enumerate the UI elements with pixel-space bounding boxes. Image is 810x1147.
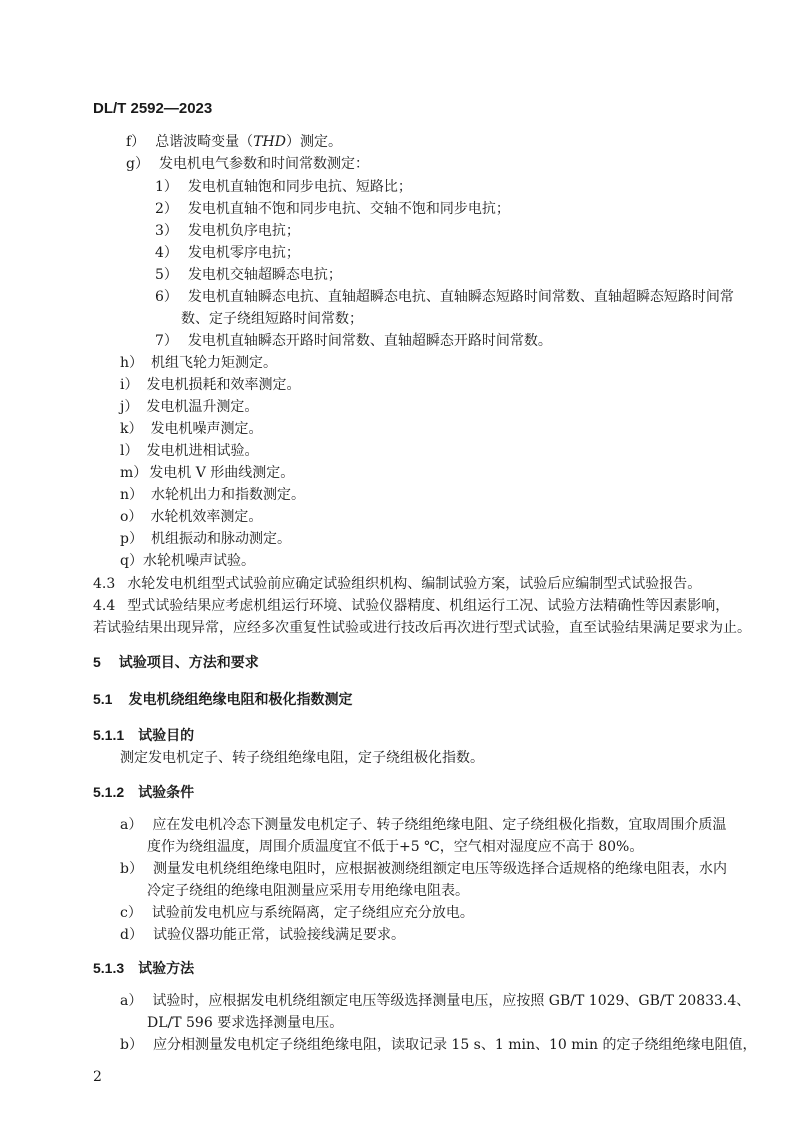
section-number: 5.1.2 [93,784,125,800]
section-title: 试验条件 [138,784,195,800]
cond-item-b [120,859,727,879]
list-marker: b） [120,1037,143,1053]
sub-item-5 [155,265,342,285]
sub-text: 发电机直轴饱和同步电抗、短路比； [187,179,412,195]
section-number: 5.1 [93,691,113,707]
sub-text: 发电机负序电抗； [187,223,300,239]
list-item-h [120,353,277,373]
list-text: 应分相测量发电机定子绕组绝缘电阻，读取记录 15 s、1 min、10 min 的定子绕组绝缘电阻值， [152,1037,757,1053]
list-marker: b） [120,861,143,877]
list-marker: p） [120,531,143,547]
cond-item-b-cont: 冷定子绕组的绝缘电阻测量应采用专用绝缘电阻表。 [147,883,469,899]
list-item-j [120,397,258,417]
clause-text: 水轮发电机组型式试验前应确定试验组织机构、编制试验方案，试验后应编制型式试验报告。 [127,576,702,592]
sub-text: 发电机零序电抗； [187,245,300,261]
list-item-m [120,463,294,483]
list-item-f [126,132,342,152]
clause-text: 型式试验结果应考虑机组运行环境、试验仪器精度、机组运行工况、试验方法精确性等因素影响， [127,598,730,614]
sub-text: 发电机直轴瞬态开路时间常数、直轴超瞬态开路时间常数。 [187,333,552,349]
list-marker: a） [120,817,143,833]
section-5-1-2-heading [93,782,194,802]
section-title: 试验方法 [138,960,195,976]
list-text: 机组飞轮力矩测定。 [151,355,278,371]
list-text: 试验前发电机应与系统隔离，定子绕组应充分放电。 [151,905,474,921]
cond-item-a-cont: 度作为绕组温度，周围介质温度宜不低于+5 ℃，空气相对湿度应不高于 80%。 [147,839,644,855]
list-marker: g） [126,156,149,172]
sub-item-2 [155,199,510,219]
section-5-1-1-body: 测定发电机定子、转子绕组绝缘电阻，定子绕组极化指数。 [120,750,484,766]
list-item-q [120,551,255,571]
sub-marker: 7） [155,333,178,349]
clause-4-4 [93,596,729,616]
list-marker: d） [120,927,143,943]
sub-marker: 2） [155,201,178,217]
method-item-a-cont: DL/T 596 要求选择测量电压。 [147,1015,344,1031]
list-text: 水轮机出力和指数测定。 [151,487,306,503]
list-text: 发电机 V 形曲线测定。 [149,465,295,481]
list-marker: f） [126,134,146,150]
list-text: 水轮机效率测定。 [150,509,263,525]
list-text: 机组振动和脉动测定。 [150,531,291,547]
list-marker: c） [120,905,142,921]
sub-marker: 3） [155,223,178,239]
list-item-i [120,375,300,395]
list-text: 发电机进相试验。 [146,443,259,459]
list-text-end: ）测定。 [285,134,342,150]
sub-marker: 4） [155,245,178,261]
list-text: 水轮机噪声试验。 [142,553,255,569]
list-marker: o） [120,509,143,525]
list-item-g [126,154,369,174]
section-5-1-heading [93,689,352,709]
section-number: 5.1.3 [93,960,125,976]
list-text: 发电机噪声测定。 [150,421,263,437]
method-item-a [120,991,750,1011]
section-5-1-3-heading [93,958,194,978]
list-text: 应在发电机冷态下测量发电机定子、转子绕组绝缘电阻、定子绕组极化指数，宜取周围介质温 [152,817,727,833]
list-marker: a） [120,993,143,1009]
sub-text: 发电机直轴瞬态电抗、直轴超瞬态电抗、直轴瞬态短路时间常数、直轴超瞬态短路时间常 [187,289,734,305]
list-item-p [120,529,291,549]
section-title: 发电机绕组绝缘电阻和极化指数测定 [128,691,353,707]
sub-item-1 [155,177,412,197]
section-number: 5 [93,654,101,670]
list-marker: h） [120,355,144,371]
list-text: 发电机损耗和效率测定。 [146,377,301,393]
clause-4-3 [93,574,701,594]
list-text: 发电机温升测定。 [146,399,259,415]
sub-item-6 [155,287,734,307]
list-item-o [120,507,262,527]
sub-text: 发电机交轴超瞬态电抗； [187,267,342,283]
list-text: 发电机电气参数和时间常数测定： [158,156,369,172]
clause-number: 4.3 [93,576,116,592]
list-marker: k） [120,421,143,437]
section-title: 试验目的 [138,727,195,743]
section-title: 试验项目、方法和要求 [118,654,259,670]
sub-item-7 [155,331,552,351]
list-item-n [120,485,305,505]
method-item-b [120,1035,756,1055]
list-marker: m） [120,465,148,481]
sub-marker: 1） [155,179,178,195]
clause-number: 4.4 [93,598,116,614]
list-text: 测量发电机绕组绝缘电阻时，应根据被测绕组额定电压等级选择合适规格的绝缘电阻表，水内 [152,861,727,877]
list-marker: q） [120,553,143,569]
sub-item-6-cont: 数、定子绕组短路时间常数； [181,311,363,327]
list-text: 试验时，应根据发电机绕组额定电压等级选择测量电压，应按照 GB/T 1029、GB/T 20833.4、 [152,993,751,1009]
cond-item-c [120,903,474,923]
sub-text: 发电机直轴不饱和同步电抗、交轴不饱和同步电抗； [187,201,510,217]
list-marker: l） [120,443,139,459]
section-5-heading [93,652,259,672]
list-item-l [120,441,258,461]
sub-marker: 5） [155,267,178,283]
doc-code: DL/T 2592—2023 [93,100,213,117]
clause-4-4-cont: 若试验结果出现异常，应经多次重复性试验或进行技改后再次进行型式试验，直至试验结果满足要求为止。 [93,620,751,636]
sub-marker: 6） [155,289,178,305]
list-item-k [120,419,262,439]
list-text: 试验仪器功能正常，试验接线满足要求。 [152,927,405,943]
page-number: 2 [93,1069,102,1085]
cond-item-d [120,925,405,945]
cond-item-a [120,815,726,835]
sub-item-4 [155,243,300,263]
section-number: 5.1.1 [93,727,125,743]
list-text: 总谐波畸变量（ [155,134,254,150]
list-marker: i） [120,377,139,393]
section-5-1-1-heading [93,725,194,745]
list-marker: j） [120,399,139,415]
sub-item-3 [155,221,300,241]
list-marker: n） [120,487,144,503]
list-text-italic: THD [253,134,286,150]
